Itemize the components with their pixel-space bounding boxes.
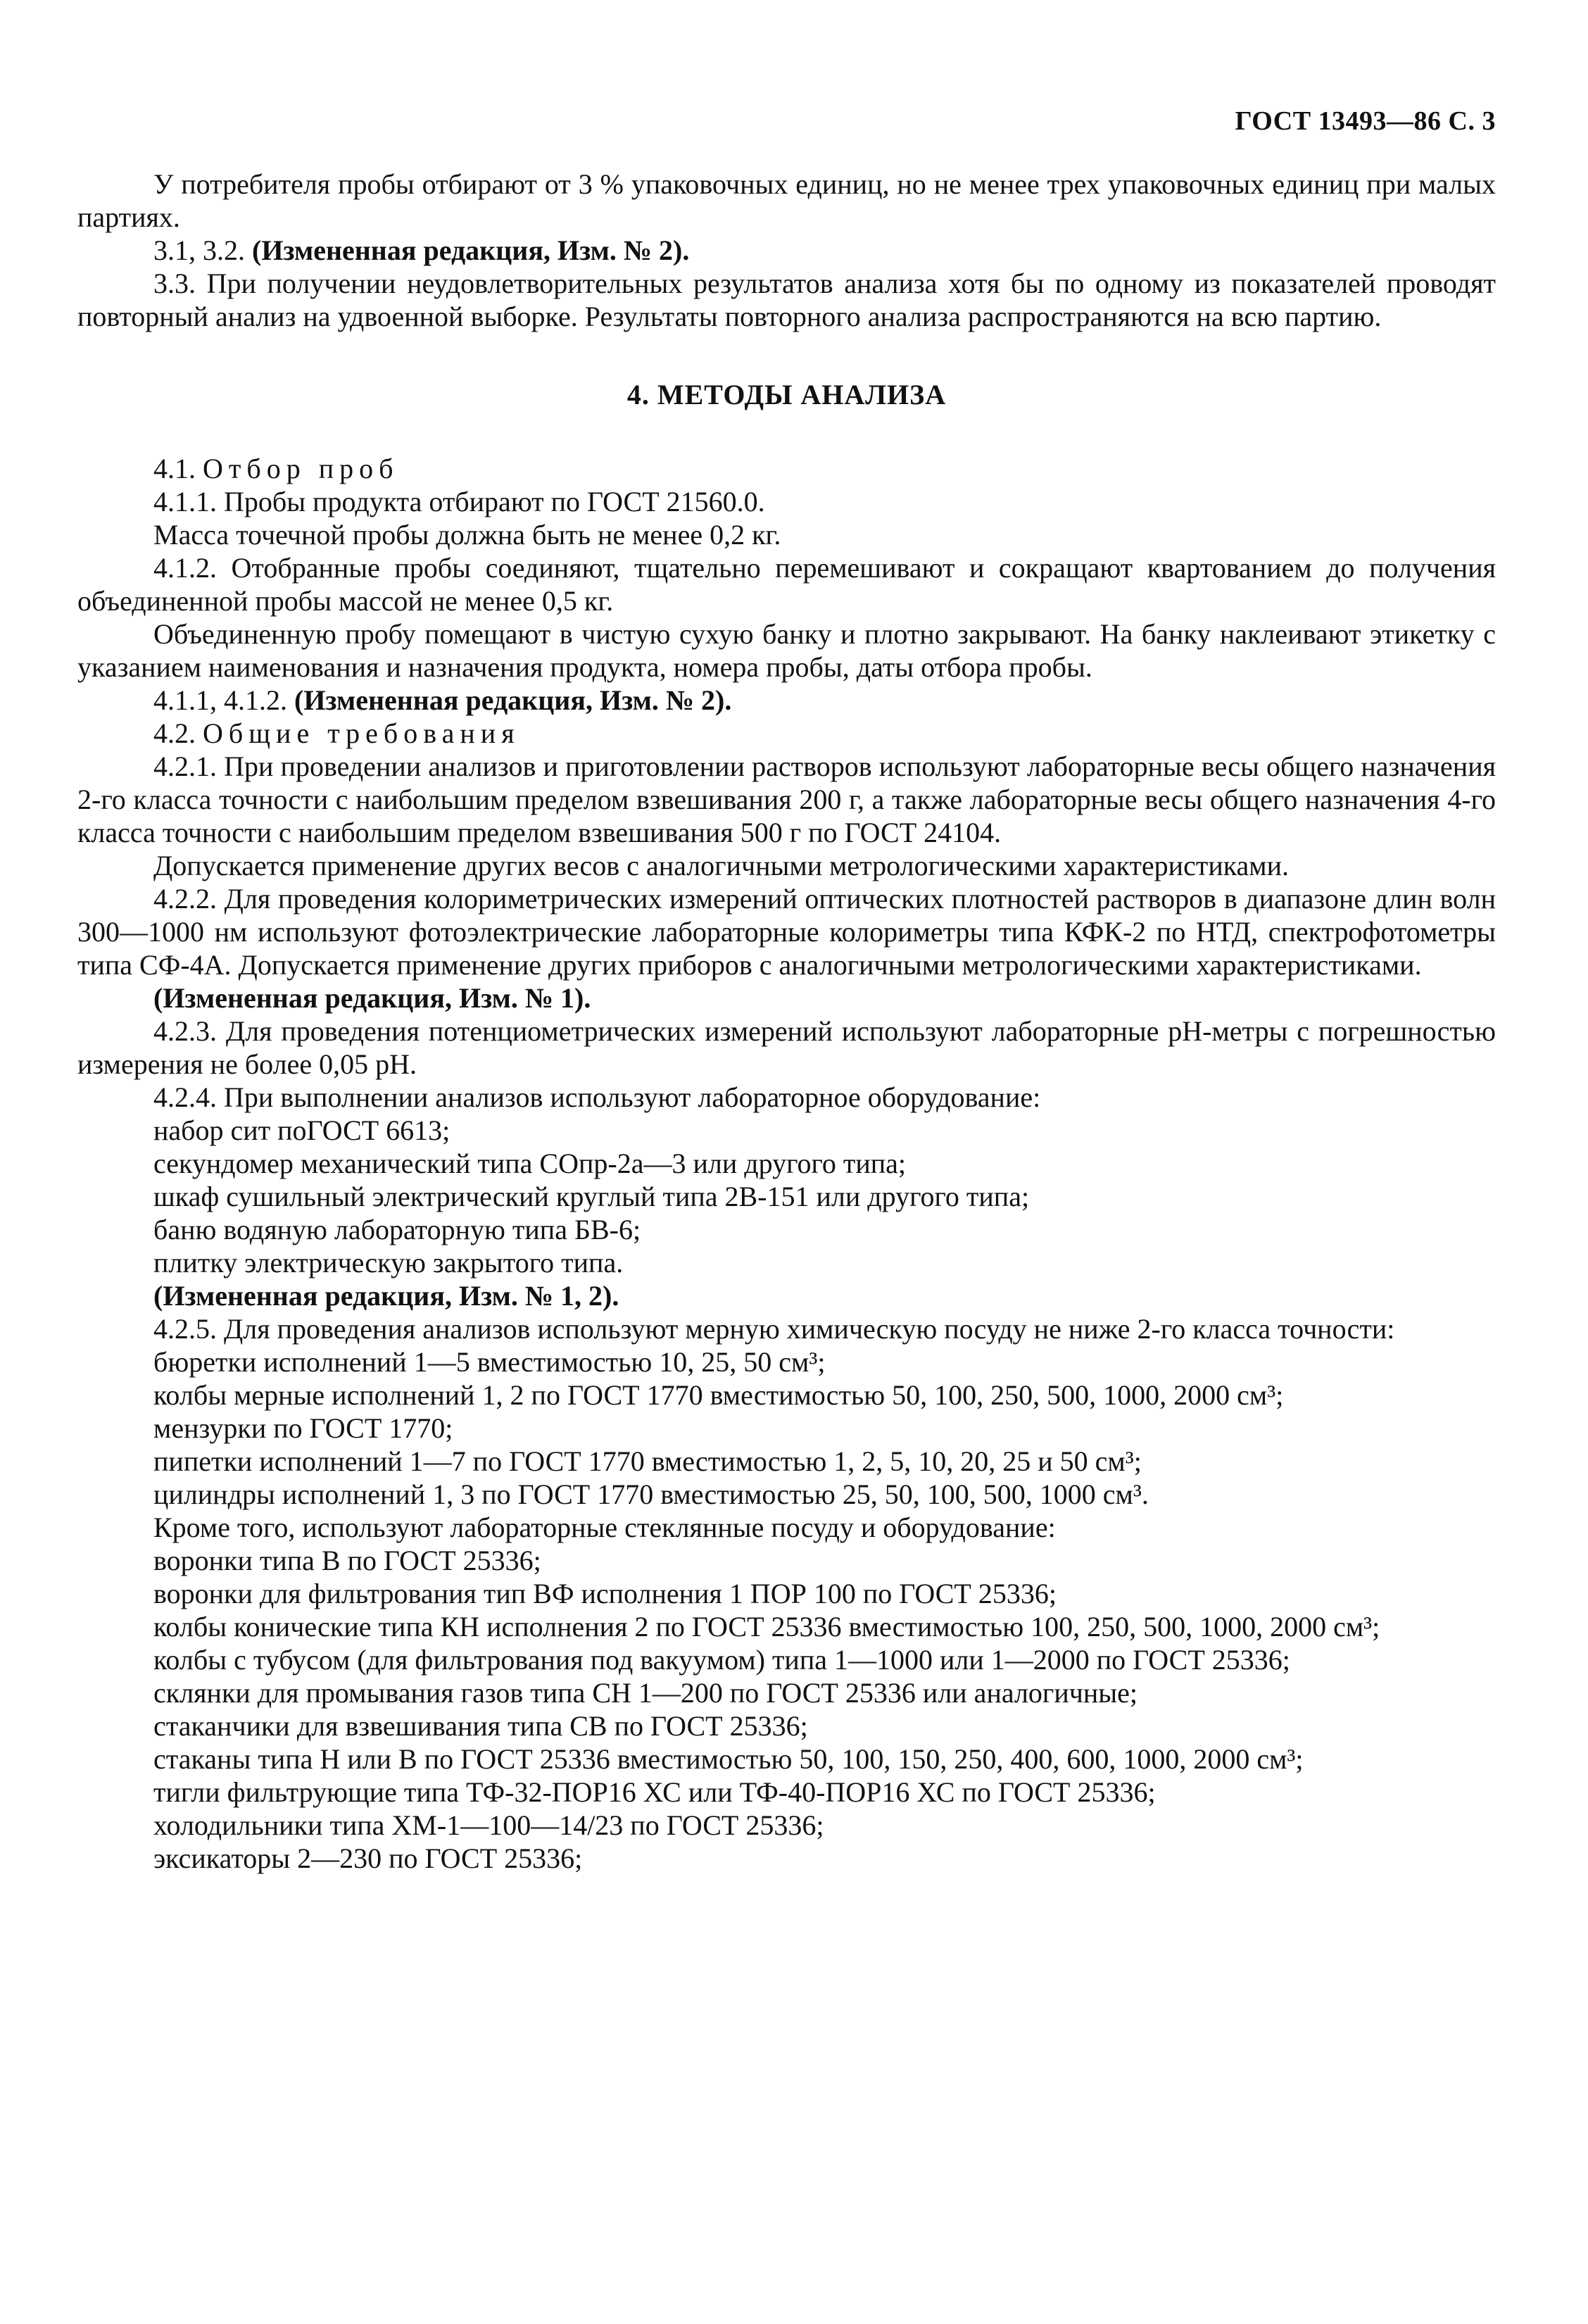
list-item: Кроме того, используют лабораторные стеклянные посуду и оборудование: bbox=[153, 1512, 1056, 1543]
amendment-text: (Измененная редакция, Изм. № 2). bbox=[252, 234, 690, 266]
page-header: ГОСТ 13493—86 С. 3 bbox=[1235, 106, 1496, 136]
paragraph: Допускается применение других весов с аналогичными метрологическими характеристиками. bbox=[153, 850, 1290, 881]
list-item: воронки типа В по ГОСТ 25336; bbox=[153, 1545, 541, 1576]
paragraph: 4.1.1. Пробы продукта отбирают по ГОСТ 21560.0. bbox=[153, 486, 765, 517]
section-title: 4. МЕТОДЫ АНАЛИЗА bbox=[626, 379, 947, 410]
paragraph: 4.2.5. Для проведения анализов используют мерную химическую посуду не ниже 2-го класса точности: bbox=[153, 1313, 1395, 1345]
amendment-note: (Измененная редакция, Изм. № 1). bbox=[153, 982, 591, 1014]
amendment-note bbox=[77, 234, 1496, 267]
paragraph: 4.2.3. Для проведения потенциометрических измерений используют лабораторные рН-метры с погрешностью измерения не более 0,05 рН. bbox=[77, 1015, 1496, 1080]
amendment-text: (Измененная редакция, Изм. № 2). bbox=[294, 684, 732, 716]
list-item: цилиндры исполнений 1, 3 по ГОСТ 1770 вместимостью 25, 50, 100, 500, 1000 см³. bbox=[153, 1478, 1149, 1510]
amendment-note: (Измененная редакция, Изм. № 1, 2). bbox=[153, 1280, 619, 1312]
list-item: стаканы типа Н или В по ГОСТ 25336 вместимостью 50, 100, 150, 250, 400, 600, 1000, 2000 см³; bbox=[153, 1743, 1304, 1775]
list-item: шкаф сушильный электрический круглый типа 2В-151 или другого типа; bbox=[153, 1181, 1030, 1212]
paragraph: 4.2.4. При выполнении анализов используют лабораторное оборудование: bbox=[153, 1081, 1041, 1113]
paragraph: 3.3. При получении неудовлетворительных результатов анализа хотя бы по одному из показателей проводят повторный анализ на удвоенной выборке. Результаты повторного анализа распространяются на всю партию. bbox=[77, 268, 1496, 332]
list-item: воронки для фильтрования тип ВФ исполнения 1 ПОР 100 по ГОСТ 25336; bbox=[153, 1578, 1057, 1609]
list-item: холодильники типа ХМ-1—100—14/23 по ГОСТ 25336; bbox=[153, 1809, 824, 1841]
subsection-heading bbox=[77, 452, 1496, 485]
list-item: секундомер механический типа СОпр-2а—3 или другого типа; bbox=[153, 1148, 907, 1179]
paragraph: Объединенную пробу помещают в чистую сухую банку и плотно закрывают. На банку наклеивают этикетку с указанием наименования и назначения продукта, номера пробы, даты отбора пробы. bbox=[77, 618, 1496, 683]
clause-number: 3.1, 3.2. bbox=[153, 234, 245, 266]
subsection-heading bbox=[77, 717, 1496, 750]
paragraph: У потребителя пробы отбирают от 3 % упаковочных единиц, но не менее трех упаковочных единиц при малых партиях. bbox=[77, 168, 1496, 233]
list-item: тигли фильтрующие типа ТФ-32-ПОР16 ХС или ТФ-40-ПОР16 ХС по ГОСТ 25336; bbox=[153, 1776, 1156, 1808]
list-item: стаканчики для взвешивания типа СВ по ГОСТ 25336; bbox=[153, 1710, 808, 1742]
list-item: набор сит поГОСТ 6613; bbox=[153, 1114, 450, 1146]
list-item: колбы с тубусом (для фильтрования под вакуумом) типа 1—1000 или 1—2000 по ГОСТ 25336; bbox=[153, 1644, 1290, 1676]
document-body bbox=[77, 168, 1496, 1875]
list-item: колбы мерные исполнений 1, 2 по ГОСТ 1770 вместимостью 50, 100, 250, 500, 1000, 2000 см³; bbox=[153, 1379, 1284, 1411]
list-item: пипетки исполнений 1—7 по ГОСТ 1770 вместимостью 1, 2, 5, 10, 20, 25 и 50 см³; bbox=[153, 1445, 1142, 1477]
list-item: колбы конические типа КН исполнения 2 по ГОСТ 25336 вместимостью 100, 250, 500, 1000, 2000 см³; bbox=[153, 1611, 1380, 1642]
clause-number: 4.2. bbox=[153, 717, 196, 749]
clause-number: 4.1.1, 4.1.2. bbox=[153, 684, 287, 716]
list-item: мензурки по ГОСТ 1770; bbox=[153, 1412, 453, 1444]
paragraph: 4.2.1. При проведении анализов и приготовлении растворов используют лабораторные весы общего назначения 2-го класса точности с наибольшим пределом взвешивания 200 г, а также лабораторные весы общего назначения 4-го класса точности с наибольшим пределом взвешивания 500 г по ГОСТ 24104. bbox=[77, 750, 1496, 848]
paragraph: Масса точечной пробы должна быть не менее 0,2 кг. bbox=[153, 519, 781, 551]
list-item: эксикаторы 2—230 по ГОСТ 25336; bbox=[153, 1842, 583, 1874]
list-item: склянки для промывания газов типа СН 1—200 по ГОСТ 25336 или аналогичные; bbox=[153, 1677, 1138, 1709]
list-item: баню водяную лабораторную типа БВ-6; bbox=[153, 1214, 641, 1245]
list-item: бюретки исполнений 1—5 вместимостью 10, 25, 50 см³; bbox=[153, 1346, 826, 1378]
clause-number: 4.1. bbox=[153, 453, 196, 484]
amendment-note bbox=[77, 684, 1496, 717]
paragraph: 4.1.2. Отобранные пробы соединяют, тщательно перемешивают и сокращают квартованием до получения объединенной пробы массой не менее 0,5 кг. bbox=[77, 552, 1496, 617]
paragraph: 4.2.2. Для проведения колориметрических измерений оптических плотностей растворов в диапазоне длин волн 300—1000 нм используют фотоэлектрические лабораторные колориметры типа КФК-2 по НТД, спектрофотометры типа СФ-4А. Допускается применение других приборов с аналогичными метрологическими характеристиками. bbox=[77, 883, 1496, 981]
subsection-title: Общие требования bbox=[203, 717, 520, 749]
list-item: плитку электрическую закрытого типа. bbox=[153, 1247, 624, 1279]
subsection-title: Отбор проб bbox=[203, 453, 399, 484]
